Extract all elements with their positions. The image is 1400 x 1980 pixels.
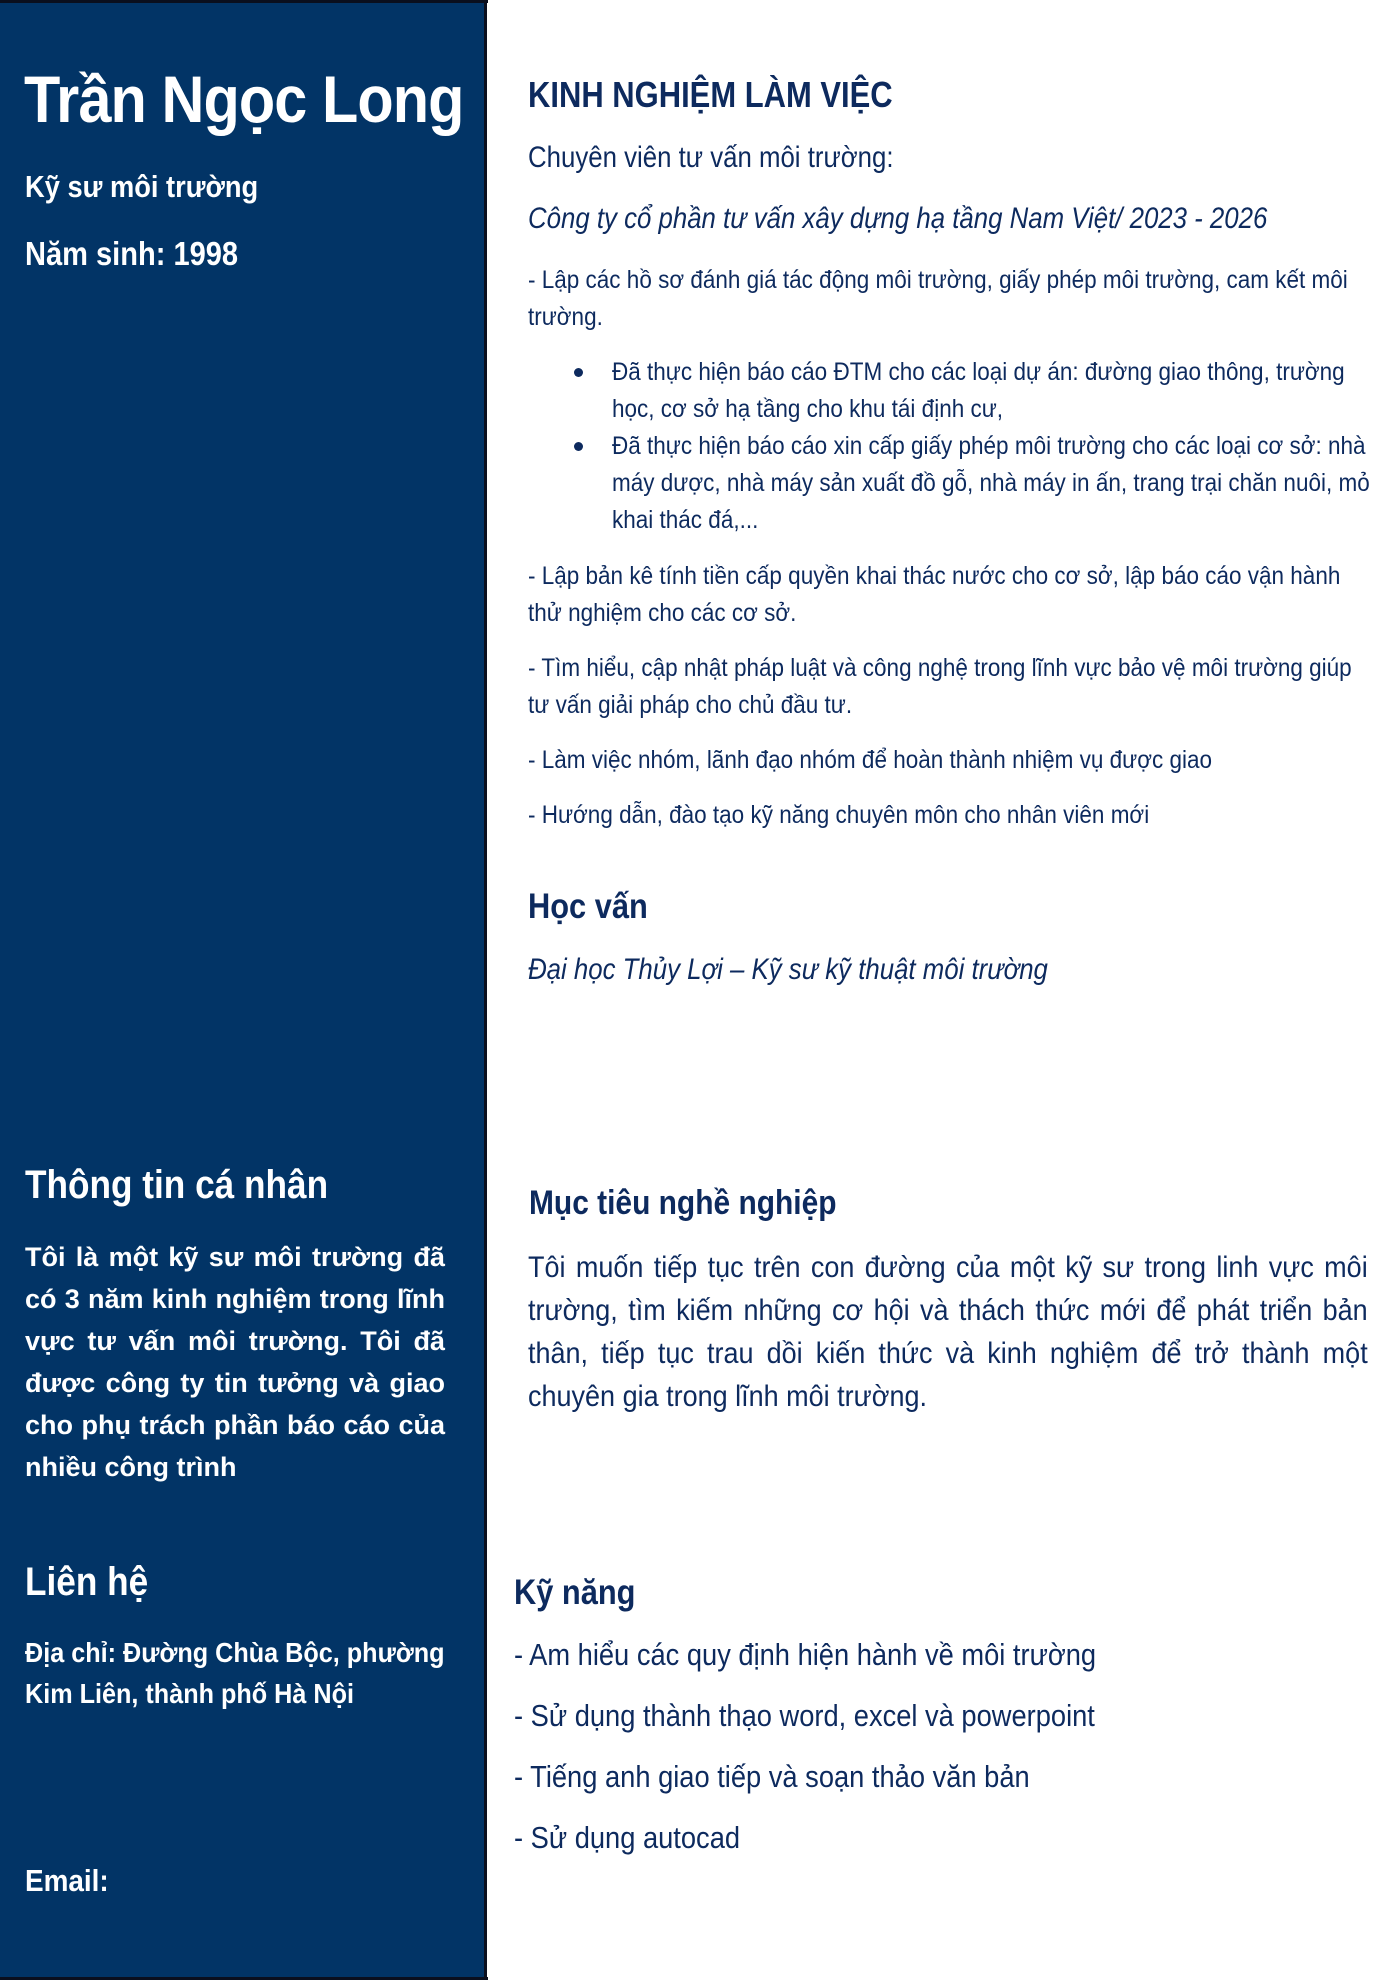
candidate-name: Trần Ngọc Long — [24, 62, 464, 136]
contact-heading: Liên hệ — [25, 1560, 149, 1604]
skills-heading: Kỹ năng — [514, 1573, 636, 1612]
career-goal-paragraph: Tôi muốn tiếp tục trên con đường của một kỹ sư trong linh vực môi trường, tìm kiếm những cơ hội và thách thức mới để phát triển bản thân, tiếp tục trau dồi kiến thức và kinh nghiệm để trở thành một chuyên gia trong lĩnh môi trường. — [528, 1251, 1368, 1413]
skill-item: - Sử dụng thành thạo word, excel và powerpoint — [514, 1698, 1095, 1733]
job-position: Chuyên viên tư vấn môi trường: — [528, 141, 894, 174]
duty-2-text: - Lập bản kê tính tiền cấp quyền khai thác nước cho cơ sở, lập báo cáo vận hành thử nghiệm cho các cơ sở. — [528, 562, 1341, 627]
career-goal-heading: Mục tiêu nghề nghiệp — [529, 1184, 837, 1222]
experience-heading: KINH NGHIỆM LÀM VIỆC — [528, 74, 893, 115]
address-line-2: Kim Liên, thành phố Hà Nội — [25, 1678, 354, 1709]
personal-info-heading: Thông tin cá nhân — [25, 1163, 329, 1207]
duty-4-text: - Làm việc nhóm, lãnh đạo nhóm để hoàn thành nhiệm vụ được giao — [528, 746, 1212, 774]
duty-1-text: - Lập các hồ sơ đánh giá tác động môi trường, giấy phép môi trường, cam kết môi trường. — [528, 266, 1348, 331]
personal-info-text: Tôi là một kỹ sư môi trường đã có 3 năm kinh nghiệm trong lĩnh vực tư vấn môi trường. Tôi đã được công ty tin tưởng và giao cho phụ trách phần báo cáo của nhiều công trình — [25, 1242, 445, 1482]
bullet-dot-icon — [574, 368, 583, 377]
skill-item: - Sử dụng autocad — [514, 1820, 741, 1855]
email-label: Email: — [25, 1863, 109, 1898]
duty-3 — [528, 650, 1370, 724]
bullet-dot-icon — [574, 442, 583, 451]
duty-5-text: - Hướng dẫn, đào tạo kỹ năng chuyên môn cho nhân viên mới — [528, 801, 1150, 829]
sidebar — [0, 3, 487, 1977]
duty-4 — [528, 742, 1370, 779]
candidate-role: Kỹ sư môi trường — [25, 169, 259, 204]
career-goal-text — [528, 1246, 1368, 1418]
birth-year: Năm sinh: 1998 — [25, 235, 239, 272]
address-line-1: Địa chỉ: Đường Chùa Bộc, phường — [25, 1637, 445, 1668]
duty-3-text: - Tìm hiểu, cập nhật pháp luật và công nghệ trong lĩnh vực bảo vệ môi trường giúp tư vấn giải pháp cho chủ đầu tư. — [528, 654, 1352, 719]
bullet-item — [560, 354, 1370, 428]
education-entry: Đại học Thủy Lợi – Kỹ sư kỹ thuật môi trường — [528, 953, 1048, 986]
skill-item: - Am hiểu các quy định hiện hành về môi trường — [514, 1637, 1097, 1672]
duty-5 — [528, 797, 1370, 834]
education-heading: Học vấn — [528, 887, 648, 926]
skill-item: - Tiếng anh giao tiếp và soạn thảo văn bản — [514, 1759, 1030, 1794]
bullet-text: Đã thực hiện báo cáo xin cấp giấy phép môi trường cho các loại cơ sở: nhà máy dược, nhà máy sản xuất đồ gỗ, nhà máy in ấn, trang trại chăn nuôi, mỏ khai thác đá,... — [612, 432, 1370, 534]
duty-2 — [528, 558, 1370, 632]
duty-1 — [528, 262, 1370, 336]
bullet-item — [560, 428, 1370, 539]
project-bullet-list — [560, 354, 1370, 539]
bullet-text: Đã thực hiện báo cáo ĐTM cho các loại dự án: đường giao thông, trường học, cơ sở hạ tầng cho khu tái định cư, — [612, 358, 1345, 423]
company-and-period: Công ty cổ phần tư vấn xây dựng hạ tầng Nam Việt/ 2023 - 2026 — [528, 202, 1268, 235]
